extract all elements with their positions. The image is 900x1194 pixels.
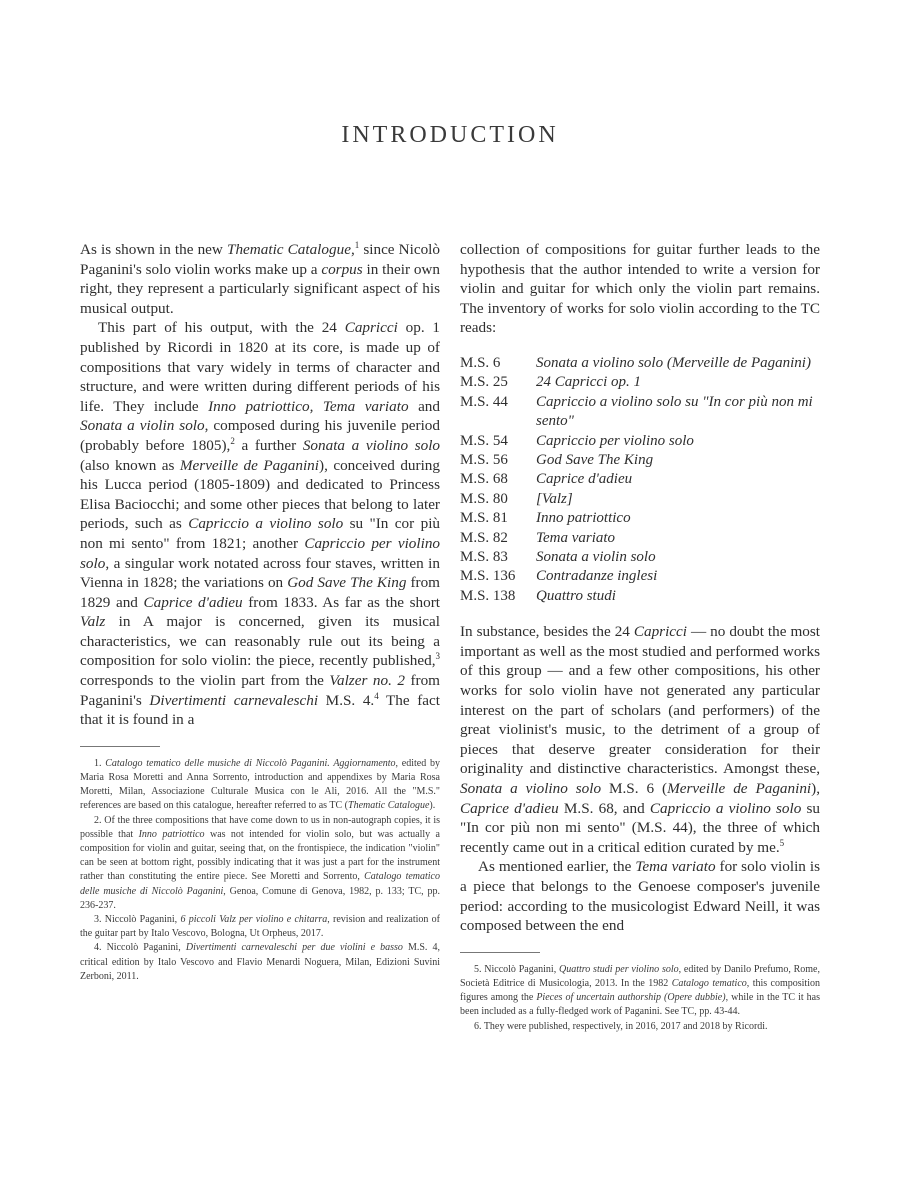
paragraph [460, 240, 820, 338]
left-column [80, 240, 440, 984]
work-ms-number: M.S. 80 [460, 490, 508, 507]
footnote [80, 913, 440, 941]
text-run: , while in the TC it has been included as a fully-fledged work of Paganini. See TC, pp. 43-44. [460, 992, 820, 1018]
work-title: Capriccio per violino solo [536, 432, 694, 449]
work-ms-number: M.S. 138 [460, 587, 516, 604]
footnote-marker: 1 [354, 239, 360, 250]
paragraph [460, 857, 820, 935]
italic-text: Capriccio per violino solo [80, 534, 441, 572]
works-inventory [460, 354, 820, 606]
text-run: ), [811, 780, 821, 797]
page-title: INTRODUCTION [341, 122, 559, 148]
work-row [460, 509, 820, 528]
text-run: op. 1 published by Ricordi in 1820 at its core, is made up of compositions that vary widely in terms of character and structure, and were written during different periods of his life. They include [80, 319, 441, 415]
text-run: a further [234, 436, 303, 454]
italic-text: Caprice d'adieu [460, 799, 559, 817]
text-run: ). [429, 800, 436, 812]
text-run: The fact that it is found in a [80, 691, 440, 729]
text-run: 3. Niccolò Paganini, [94, 914, 181, 926]
text-run: 5. Niccolò Paganini, [474, 963, 559, 975]
work-row [460, 587, 820, 606]
work-title: Capriccio a violino solo su "In cor più non mi sento" [536, 393, 813, 430]
work-ms-number: M.S. 81 [460, 510, 508, 527]
text-run: M.S. 4. [318, 691, 375, 709]
work-title: [Valz] [536, 490, 573, 507]
italic-text: God Save The King [287, 574, 407, 592]
work-row [460, 567, 820, 586]
footnote [460, 1020, 820, 1034]
work-ms-number: M.S. 25 [460, 374, 508, 391]
text-run: in their own right, they represent a particularly significant aspect of his musical output. [80, 260, 440, 317]
work-ms-number: M.S. 56 [460, 452, 508, 468]
text-run: As is shown in the new [80, 241, 228, 258]
italic-text: 6 piccoli Valz per violino e chitarra [180, 914, 328, 926]
work-ms-number: M.S. 44 [460, 393, 508, 410]
italic-text: Sonata a violino solo [302, 436, 441, 454]
work-ms-number: M.S. 68 [460, 471, 508, 488]
text-run: since Nicolò Paganini's solo violin works make up a [80, 241, 440, 278]
work-row [460, 393, 820, 432]
footnote-separator [460, 952, 540, 953]
footnote-separator [80, 746, 160, 747]
work-title: Sonata a violino solo (Merveille de Paganini) [536, 354, 811, 371]
text-run: in A major is concerned, given its musical characteristics, we can reasonably rule out its being a composition for solo violin: the piece, recently published, [80, 613, 440, 670]
work-ms-number: M.S. 83 [460, 549, 508, 566]
italic-text: Sonata a violin solo [80, 417, 205, 435]
text-run: 4. Niccolò Paganini, [94, 942, 186, 954]
text-run: for solo violin is a piece that belongs to the Genoese composer's juvenile period: according to the musicologist Edward Neill, it was composed between the end [460, 858, 820, 935]
footnote [80, 757, 440, 814]
work-ms-number: M.S. 54 [460, 432, 508, 449]
italic-text: Divertimenti carnevaleschi [149, 691, 319, 709]
italic-text: Merveille de Paganini [179, 456, 320, 474]
italic-text: corpus [321, 260, 363, 278]
footnotes [80, 757, 440, 984]
paragraph [460, 622, 820, 857]
work-title: Tema variato [536, 529, 616, 546]
text-run: , [350, 241, 355, 258]
text-run: from 1833. As far as the short [242, 593, 441, 611]
italic-text: Inno patriottico, Tema variato [208, 397, 409, 415]
text-run: su "In cor più non mi sento" (M.S. 44), the three of which recently came out in a critical edition curated by me. [460, 799, 820, 856]
footnote [80, 941, 440, 984]
work-title: 24 Capricci op. 1 [536, 374, 641, 391]
italic-text: Capriccio a violino solo [188, 515, 344, 533]
footnote-marker: 4 [374, 690, 379, 701]
text-run: , edited by Danilo Prefumo, Rome, Società Editrice di Musicologia, 2013. In the 1982 [460, 963, 820, 989]
work-row [460, 529, 820, 548]
paragraph [80, 318, 440, 729]
text-run: 1. [94, 757, 106, 769]
text-run: from 1829 and [80, 574, 440, 611]
text-run: from Paganini's [80, 672, 440, 709]
italic-text: Pieces of uncertain authorship (Opere dubbie) [536, 992, 726, 1004]
italic-text: Valz [80, 613, 106, 631]
italic-text: Catalogo tematico [671, 977, 747, 989]
work-row [460, 432, 820, 451]
footnotes [460, 963, 820, 1034]
text-run: , composed during his juvenile period (probably before 1805), [80, 417, 440, 454]
italic-text: Thematic Catalogue [348, 800, 430, 812]
text-run: , edited by Maria Rosa Moretti and Anna Sorrento, introduction and appendixes by Maria Rosa Moretti, Milan, Associazione Culturale Musica con le Ali, 2016. All the "M.S." references are based on this catalogue, hereafter referred to as TC ( [80, 757, 441, 812]
footnote [80, 814, 440, 913]
work-title: Inno patriottico [536, 510, 631, 527]
text-run: , this composition figures among the [460, 977, 820, 1004]
text-run: was not intended for violin solo, but was actually a composition for violin and guitar, seeing that, on the frontispiece, the indication "violin" can be seen at bottom right, possibly indicating that it was just a part for the instrument rather than constituting the entire piece. See Moretti and Sorrento, [80, 828, 440, 883]
italic-text: Sonata a violino solo [460, 780, 602, 797]
text-run: This part of his output, with the 24 [98, 319, 345, 337]
text-run: 6. They were published, respectively, in 2016, 2017 and 2018 by Ricordi. [474, 1020, 768, 1032]
italic-text: Valzer no. 2 [329, 672, 405, 690]
work-row [460, 451, 820, 470]
work-row [460, 373, 820, 392]
text-run: collection of compositions for guitar further leads to the hypothesis that the author intended to write a version for violin and guitar for which only the violin part remains. The inventory of works for solo violin according to the TC reads: [460, 241, 820, 337]
italic-text: Caprice d'adieu [143, 593, 243, 611]
work-row [460, 354, 820, 373]
text-run: M.S. 4, critical edition by Italo Vescovo and Flavio Menardi Noguera, Milan, Edizioni Suvini Zerboni, 2011. [80, 942, 440, 982]
work-ms-number: M.S. 82 [460, 529, 508, 546]
work-ms-number: M.S. 6 [460, 354, 501, 371]
italic-text: Inno patriottico [138, 828, 205, 840]
text-run: 2. Of the three compositions that have come down to us in non-autograph copies, it is possible that [80, 814, 440, 840]
text-run: , revision and realization of the guitar part by Italo Vescovo, Bologna, Ut Orpheus, 2017. [80, 914, 440, 940]
text-run: As mentioned earlier, the [478, 858, 636, 876]
italic-text: Capricci [633, 623, 688, 641]
text-run: su "In cor più non mi sento" from 1821; another [80, 515, 441, 552]
right-column [460, 240, 820, 1034]
text-run: M.S. 6 ( [601, 780, 668, 797]
italic-text: Catalogo tematico delle musiche di Niccolò Paganini. Aggiornamento [105, 757, 396, 769]
italic-text: Merveille de Paganini [667, 780, 812, 797]
footnote-marker: 5 [779, 837, 785, 848]
work-ms-number: M.S. 136 [460, 568, 516, 585]
work-title: Contradanze inglesi [536, 568, 658, 585]
text-run: In substance, besides the 24 [460, 623, 634, 641]
work-title: Quattro studi [536, 587, 616, 604]
work-title: God Save The King [536, 452, 654, 468]
work-row [460, 490, 820, 509]
italic-text: Catalogo tematico delle musiche di Niccolò Paganini [80, 871, 440, 897]
work-title: Caprice d'adieu [536, 471, 633, 488]
work-title: Sonata a violin solo [536, 549, 656, 566]
text-run: and [408, 397, 440, 415]
text-run: (also known as [80, 456, 180, 474]
footnote-marker: 2 [230, 435, 235, 446]
text-run: , Genoa, Comune di Genova, 1982, p. 133; TC, pp. 236-237. [80, 885, 440, 911]
text-run: corresponds to the violin part from the [80, 672, 330, 690]
work-row [460, 548, 820, 567]
italic-text: Quattro studi per violino solo [558, 963, 679, 975]
text-run: ), conceived during his Lucca period (1805-1809) and dedicated to Princess Elisa Baciocchi; and some other pieces that belong to later periods, such as [80, 456, 440, 533]
italic-text: Divertimenti carnevaleschi per due violini e basso [185, 942, 403, 954]
text-run: — no doubt the most important as well as the most studied and performed works of this group — and a few other compositions, his other works for solo violin have not generated any particular interest on the part of scholars (and performers) of the great violinist's music, to the detriment of a group of pieces that deserve greater consideration for their originality and distinctive characteristics. Amongst these, [460, 623, 820, 778]
paragraph [80, 240, 440, 318]
italic-text: Capricci [344, 319, 398, 337]
italic-text: Thematic Catalogue [227, 241, 351, 258]
italic-text: Tema variato [635, 858, 716, 876]
footnote-marker: 3 [435, 651, 440, 662]
italic-text: Capriccio a violino solo [649, 799, 802, 817]
work-row [460, 470, 820, 489]
text-run: , a singular work notated across four staves, written in Vienna in 1828; the variations on [80, 554, 440, 592]
text-run: M.S. 68, and [558, 799, 650, 817]
footnote [460, 963, 820, 1020]
